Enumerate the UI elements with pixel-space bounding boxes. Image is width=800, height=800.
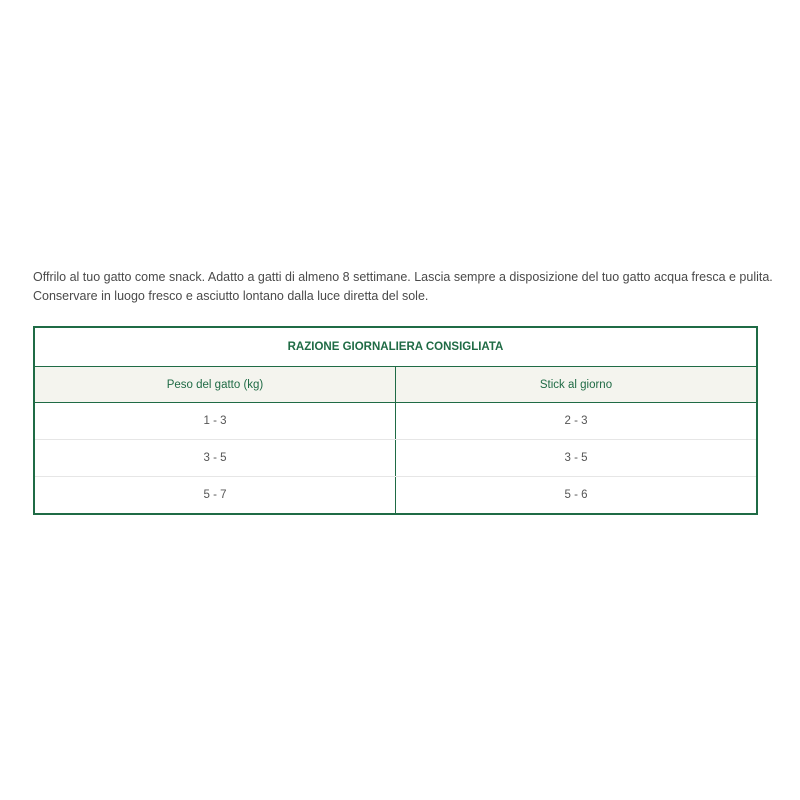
sticks-cell: 5 - 6 <box>564 489 588 501</box>
product-description <box>33 268 773 306</box>
daily-ration-table <box>33 326 758 515</box>
weight-cell: 1 - 3 <box>34 403 396 440</box>
column-header-weight: Peso del gatto (kg) <box>34 367 396 403</box>
description-line-2: Conservare in luogo fresco e asciutto lontano dalla luce diretta del sole. <box>33 289 429 303</box>
column-header-sticks: Stick al giorno <box>396 367 758 403</box>
sticks-cell: 3 - 5 <box>396 440 758 477</box>
table-title: RAZIONE GIORNALIERA CONSIGLIATA <box>34 327 757 367</box>
table-row <box>34 477 757 515</box>
description-line-1: Offrilo al tuo gatto come snack. Adatto a gatti di almeno 8 settimane. Lascia sempre a disposizione del tuo gatto acqua fresca e pulita. <box>33 270 773 284</box>
table-row <box>34 440 757 477</box>
table-row <box>34 403 757 440</box>
weight-cell: 3 - 5 <box>34 440 396 477</box>
weight-cell: 5 - 7 <box>34 477 396 515</box>
sticks-cell: 2 - 3 <box>396 403 758 440</box>
